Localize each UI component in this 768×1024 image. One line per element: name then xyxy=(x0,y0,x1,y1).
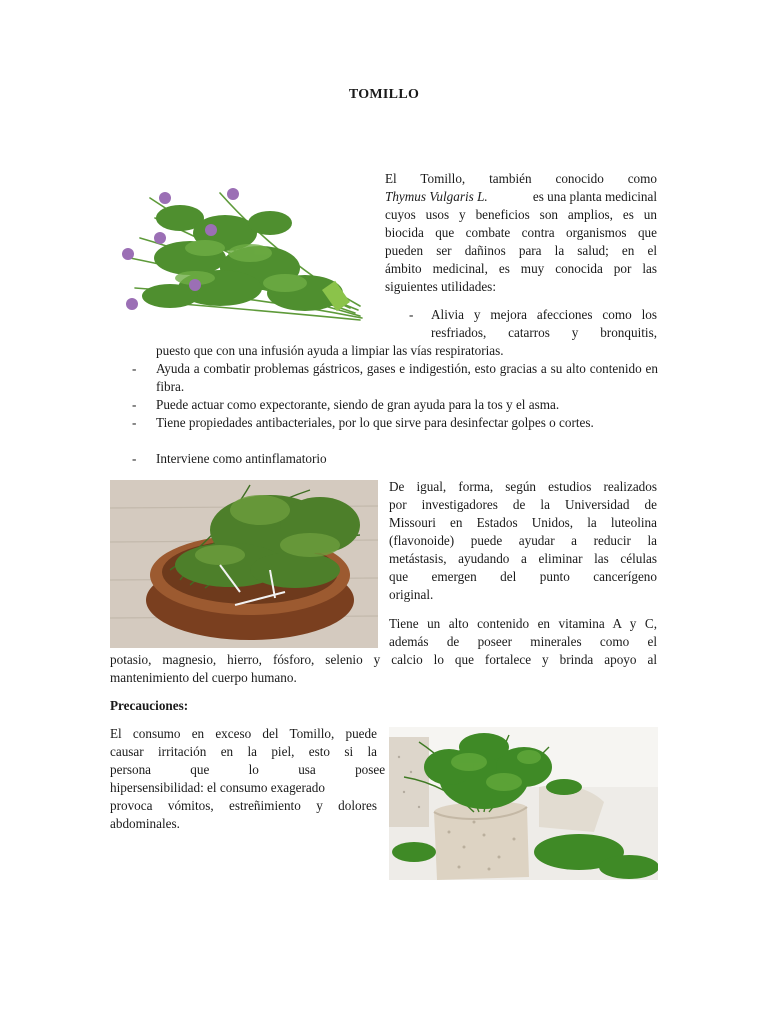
intro-line-5: pueden ser dañinos para la salud; en el xyxy=(385,243,657,258)
precautions-line-4: hipersensibilidad: el consumo exagerado xyxy=(110,780,325,795)
precautions-line-6: abdominales. xyxy=(110,816,180,831)
thyme-bowl-image xyxy=(110,480,378,648)
bullet-item: Ayuda a combatir problemas gástricos, gases e indigestión, esto gracias a su alto contenido en fibra. xyxy=(156,361,658,395)
bullet-item: Interviene como antinflamatorio xyxy=(156,451,327,466)
vitamins-line-2: además de poseer minerales como el xyxy=(389,634,657,649)
intro-line-6: ámbito medicinal, es muy conocida por las xyxy=(385,261,657,276)
bullet-marker: - xyxy=(132,361,137,376)
study-line-5: metástasis, ayudando a eliminar las células xyxy=(389,551,657,566)
vitamins-line-4: mantenimiento del cuerpo humano. xyxy=(110,670,297,685)
intro-line-3: cuyos usos y beneficios son amplios, es un xyxy=(385,207,657,222)
bullet-marker: - xyxy=(132,451,137,466)
bullet-1-line-1: Alivia y mejora afecciones como los xyxy=(431,307,657,322)
precautions-line-2: causar irritación en la piel, esto si la xyxy=(110,744,377,759)
vitamins-line-3: potasio, magnesio, hierro, fósforo, selenio y calcio lo que fortalece y brinda apoyo al xyxy=(110,652,657,667)
scientific-name: Thymus Vulgaris L. xyxy=(385,189,488,204)
intro-line-7: siguientes utilidades: xyxy=(385,279,496,294)
study-line-7: original. xyxy=(389,587,434,602)
thyme-sack-image xyxy=(389,727,658,880)
precautions-heading: Precauciones: xyxy=(110,698,189,713)
thyme-bundle-image xyxy=(110,178,376,336)
bullet-1-line-3: puesto que con una infusión ayuda a limpiar las vías respiratorias. xyxy=(156,343,504,358)
precautions-line-1: El consumo en exceso del Tomillo, puede xyxy=(110,726,377,741)
bullet-marker: - xyxy=(409,307,414,322)
intro-line-1: El Tomillo, también conocido como xyxy=(385,171,657,186)
precautions-line-5: provoca vómitos, estreñimiento y dolores xyxy=(110,798,377,813)
bullet-item: Tiene propiedades antibacteriales, por lo que sirve para desinfectar golpes o cortes. xyxy=(156,415,594,430)
bullet-item: Puede actuar como expectorante, siendo de gran ayuda para la tos y el asma. xyxy=(156,397,560,412)
bullet-marker: - xyxy=(132,415,137,430)
study-line-4: (flavonoide) puede ayudar a reducir la xyxy=(389,533,657,548)
intro-line-4: biocida que combate contra organismos que xyxy=(385,225,657,240)
bullet-1-line-2: resfriados, catarros y bronquitis, xyxy=(431,325,657,340)
intro-line-2 xyxy=(385,188,657,206)
study-line-3: Missouri en Estados Unidos, la luteolina xyxy=(389,515,657,530)
precautions-line-3: persona que lo usa posee xyxy=(110,762,386,777)
study-line-6: que emergen del punto cancerígeno xyxy=(389,569,657,584)
study-line-1: De igual, forma, según estudios realizados xyxy=(389,479,657,494)
page-title: TOMILLO xyxy=(348,87,420,102)
intro-line-2-text: es una planta medicinal xyxy=(532,189,657,204)
vitamins-line-1: Tiene un alto contenido en vitamina A y C, xyxy=(389,616,657,631)
bullet-marker: - xyxy=(132,397,137,412)
study-line-2: por investigadores de la Universidad de xyxy=(389,497,657,512)
